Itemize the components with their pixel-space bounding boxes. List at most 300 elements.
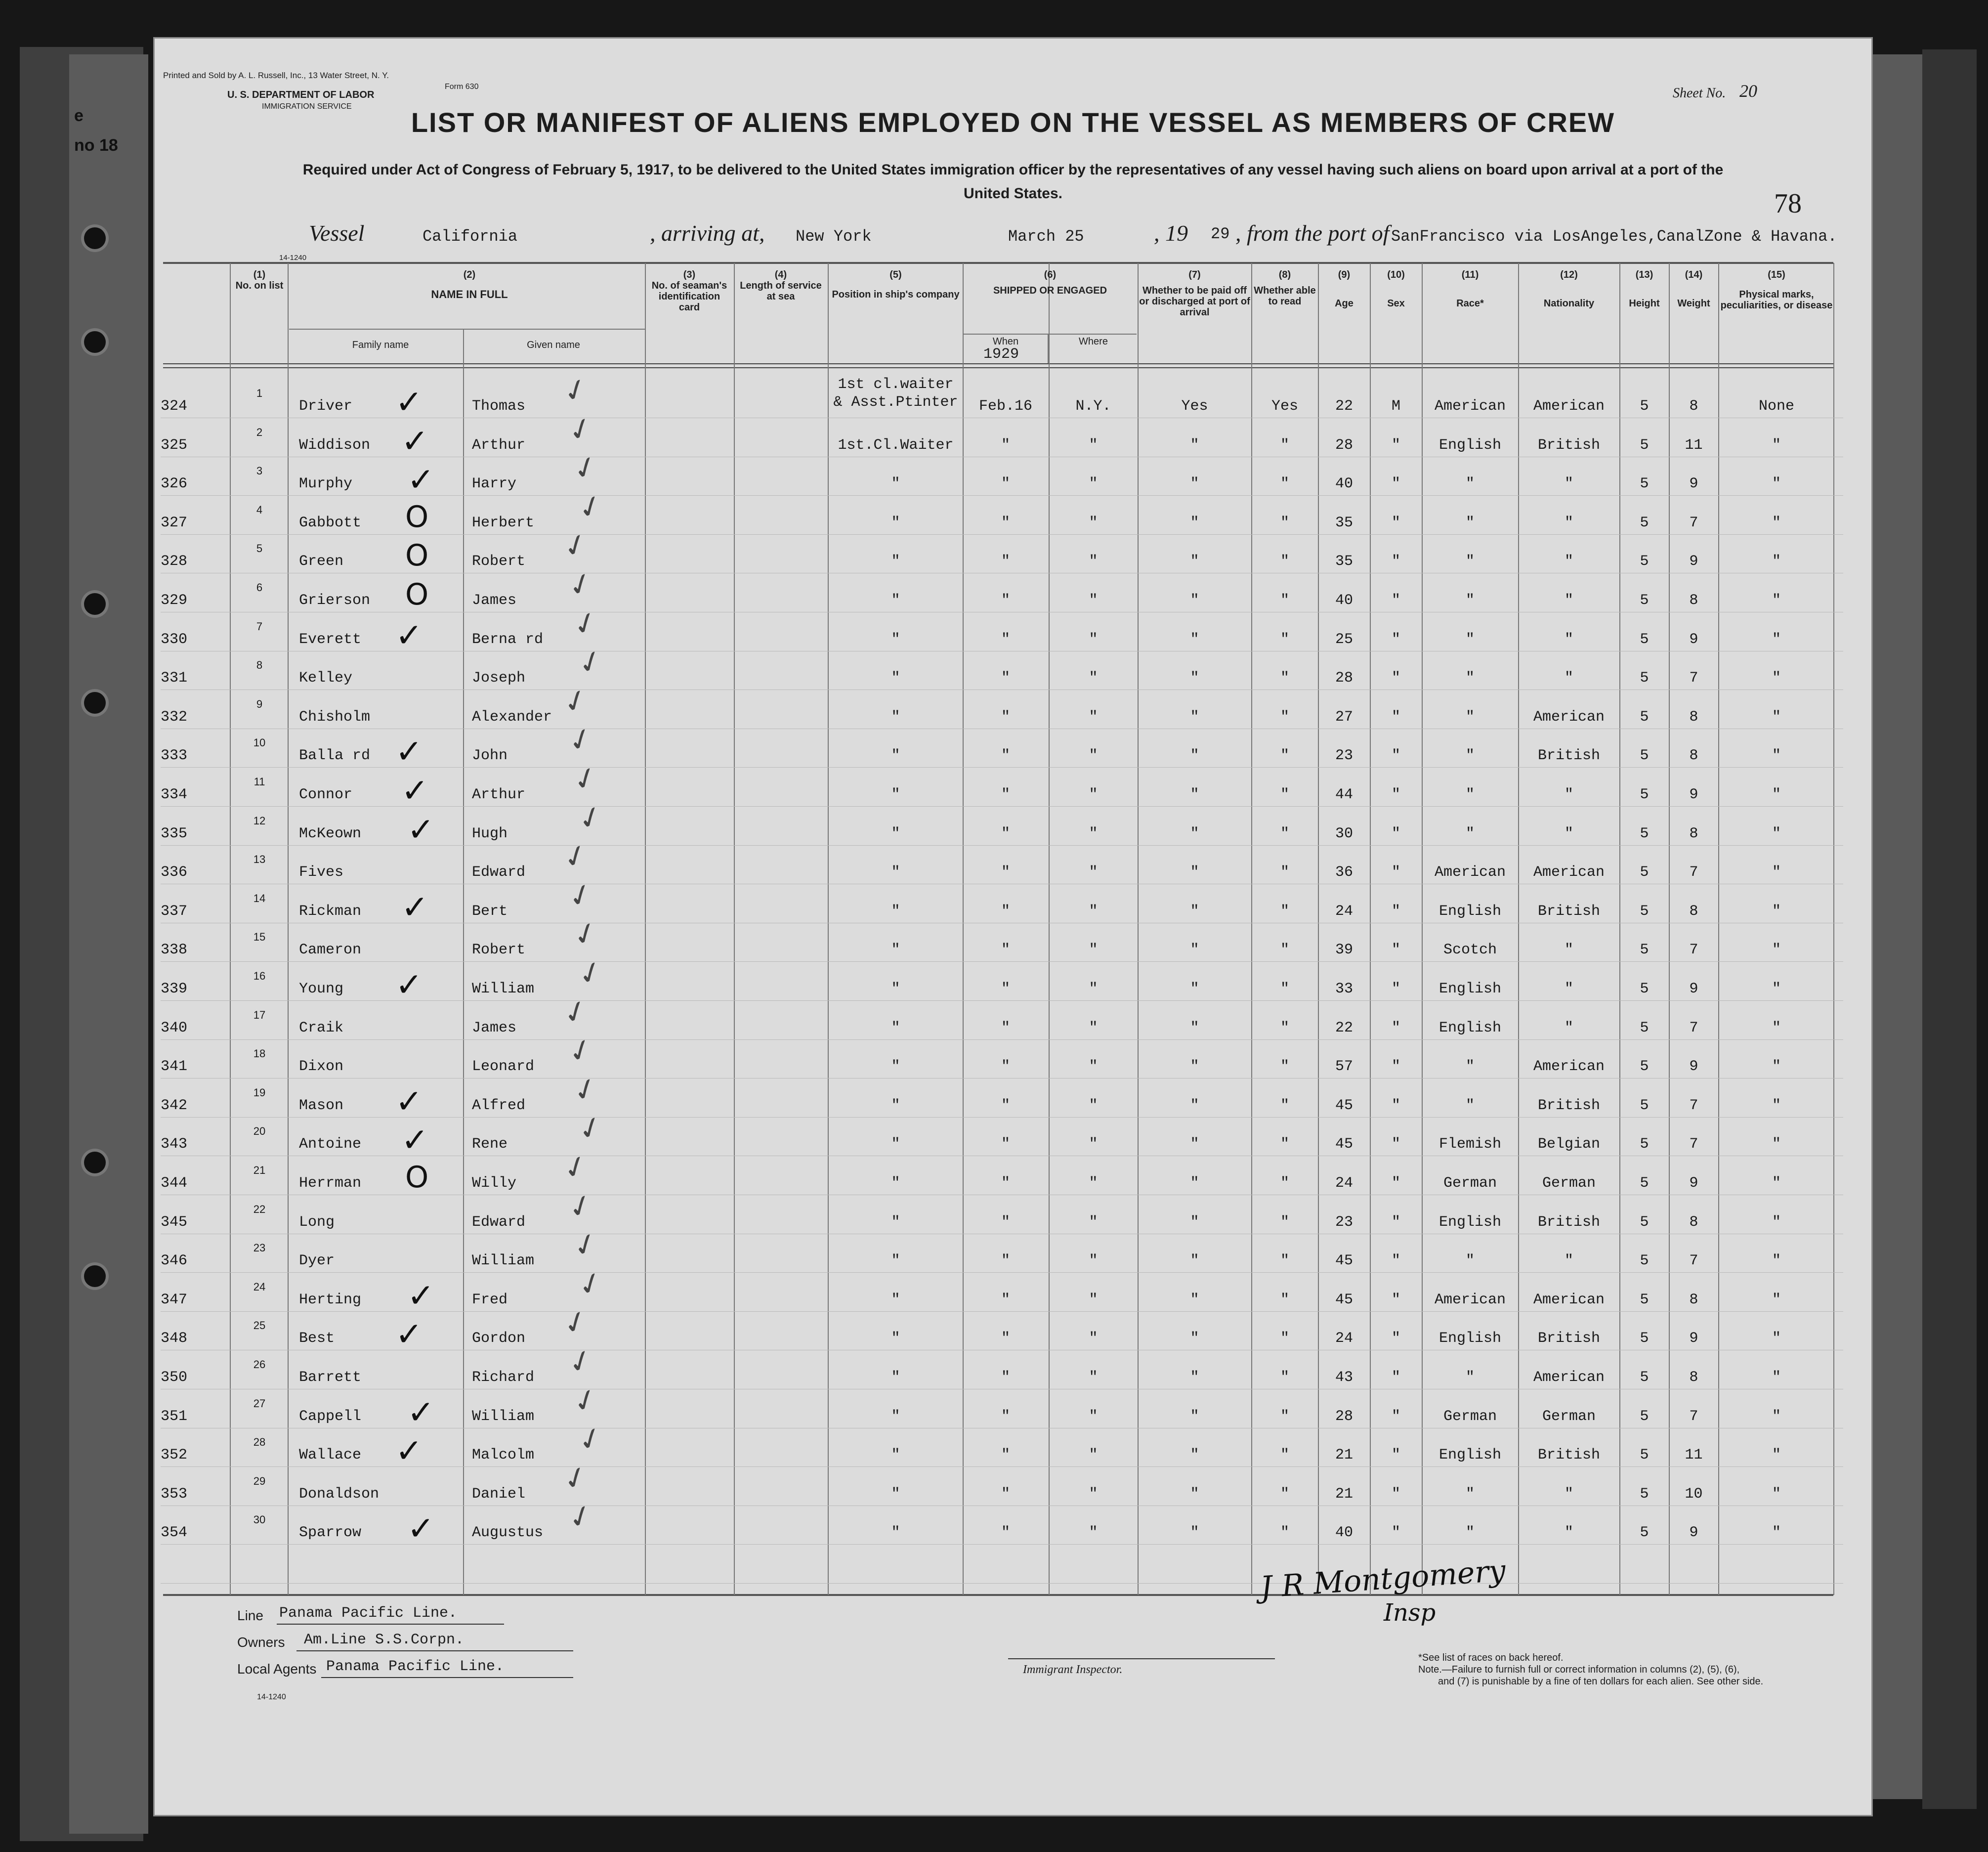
cell-height: 5 — [1640, 1252, 1649, 1269]
cell-paid: " — [1190, 1486, 1199, 1503]
cell-age: 28 — [1335, 437, 1353, 454]
cell-height: 5 — [1640, 592, 1649, 609]
cell-ref: 350 — [161, 1369, 188, 1386]
cell-where: " — [1089, 1524, 1098, 1541]
header-physical-marks: Physical marks, peculiarities, or disease — [1720, 289, 1833, 311]
cell-paid: " — [1190, 553, 1199, 570]
cell-weight: 8 — [1689, 398, 1698, 415]
cell-no: 10 — [253, 736, 266, 749]
cell-nat: British — [1537, 1097, 1601, 1114]
cell-height: 5 — [1640, 1175, 1649, 1192]
given-name-check-icon: ✓ — [563, 1341, 598, 1382]
check-mark-icon: ✓ — [395, 1082, 423, 1120]
column-rule — [230, 263, 231, 1595]
cell-height: 5 — [1640, 942, 1649, 958]
cell-race: English — [1438, 1330, 1502, 1347]
cell-sex: " — [1391, 553, 1400, 570]
cell-ref: 324 — [161, 398, 188, 415]
footer-note: and (7) is punishable by a fine of ten dollars for each alien. See other side. — [1438, 1676, 1764, 1687]
cell-position: " — [891, 903, 900, 920]
cell-marks: " — [1772, 1524, 1781, 1541]
cell-nat: " — [1564, 631, 1573, 648]
cell-age: 39 — [1335, 942, 1353, 958]
cell-age: 45 — [1335, 1136, 1353, 1153]
cell-marks: " — [1772, 592, 1781, 609]
cell-race: English — [1438, 437, 1502, 454]
column-rule — [1518, 263, 1519, 1595]
cell-no: 22 — [253, 1203, 266, 1215]
cell-family: Sparrow — [299, 1524, 362, 1541]
circle-mark-icon: O — [405, 500, 429, 534]
cell-when: " — [1001, 981, 1010, 997]
cell-ref: 341 — [161, 1058, 188, 1075]
printer-line: Printed and Sold by A. L. Russell, Inc., 13 Water Street, N. Y. — [163, 71, 389, 80]
cell-nat: " — [1564, 553, 1573, 570]
page-subtitle: Required under Act of Congress of February 5, 1917, to be delivered to the United States immigration officer by the representatives of any vessel having such aliens on board upon arrival at a port of the United States. — [302, 162, 1724, 202]
header-seaman-card: No. of seaman's identification card — [651, 280, 727, 313]
cell-paid: " — [1190, 1214, 1199, 1231]
cell-ref: 344 — [161, 1175, 188, 1192]
cell-height: 5 — [1640, 1058, 1649, 1075]
ruled-line — [161, 1272, 1843, 1273]
cell-sex: " — [1391, 903, 1400, 920]
cell-height: 5 — [1640, 709, 1649, 726]
cell-sex: " — [1391, 1020, 1400, 1036]
cell-ref: 335 — [161, 825, 188, 842]
cell-age: 45 — [1335, 1097, 1353, 1114]
cell-position: " — [891, 864, 900, 881]
cell-height: 5 — [1640, 1447, 1649, 1464]
cell-when: " — [1001, 1524, 1010, 1541]
cell-read: " — [1280, 1252, 1289, 1269]
given-name-check-icon: ✓ — [568, 1380, 603, 1421]
department-name: U. S. DEPARTMENT OF LABOR — [227, 89, 375, 100]
cell-no: 1 — [256, 387, 263, 399]
cell-sex: " — [1391, 1058, 1400, 1075]
cell-height: 5 — [1640, 1486, 1649, 1503]
cell-paid: Yes — [1181, 398, 1208, 415]
vessel-label: Vessel — [309, 220, 365, 246]
cell-ref: 352 — [161, 1447, 188, 1464]
cell-position: " — [891, 475, 900, 492]
cell-marks: " — [1772, 825, 1781, 842]
given-name-check-icon: ✓ — [573, 952, 608, 994]
given-name-check-icon: ✓ — [568, 1069, 603, 1111]
cell-position: " — [891, 592, 900, 609]
ruled-line — [161, 1039, 1843, 1040]
cell-sex: " — [1391, 981, 1400, 997]
header-given-name: Given name — [527, 340, 580, 350]
cell-sex: " — [1391, 1524, 1400, 1541]
cell-marks: " — [1772, 786, 1781, 803]
cell-marks: " — [1772, 942, 1781, 958]
column-number: (14) — [1685, 269, 1703, 280]
cell-when: " — [1001, 553, 1010, 570]
cell-family: Kelley — [299, 670, 353, 687]
cell-age: 24 — [1335, 903, 1353, 920]
cell-race: " — [1465, 592, 1475, 609]
cell-height: 5 — [1640, 864, 1649, 881]
given-name-check-icon: ✓ — [573, 1108, 608, 1149]
cell-nat: British — [1537, 903, 1601, 920]
cell-weight: 11 — [1685, 1447, 1703, 1464]
cell-age: 35 — [1335, 553, 1353, 570]
header-able-to-read: Whether able to read — [1254, 285, 1316, 307]
cell-sex: " — [1391, 1097, 1400, 1114]
cell-where: " — [1089, 1214, 1098, 1231]
column-number: (15) — [1768, 269, 1785, 280]
cell-weight: 8 — [1689, 1214, 1698, 1231]
given-name-check-icon: ✓ — [558, 1147, 593, 1188]
cell-nat: British — [1537, 1447, 1601, 1464]
cell-given: Joseph — [472, 670, 526, 687]
cell-race: American — [1434, 398, 1506, 415]
cell-sex: " — [1391, 942, 1400, 958]
cell-nat: American — [1533, 864, 1605, 881]
cell-when: " — [1001, 1369, 1010, 1386]
cell-height: 5 — [1640, 747, 1649, 764]
cell-age: 28 — [1335, 670, 1353, 687]
arriving-label: , arriving at, — [650, 220, 765, 246]
column-number: (11) — [1461, 269, 1479, 280]
cell-weight: 9 — [1689, 631, 1698, 648]
cell-sex: " — [1391, 631, 1400, 648]
cell-weight: 8 — [1689, 1292, 1698, 1308]
cell-race: " — [1465, 553, 1475, 570]
cell-weight: 7 — [1689, 864, 1698, 881]
cell-nat: German — [1542, 1175, 1596, 1192]
cell-family: Chisholm — [299, 709, 371, 726]
cell-height: 5 — [1640, 398, 1649, 415]
cell-height: 5 — [1640, 981, 1649, 997]
cell-no: 6 — [256, 581, 263, 594]
cell-no: 30 — [253, 1513, 266, 1526]
cell-height: 5 — [1640, 1408, 1649, 1425]
cell-marks: " — [1772, 670, 1781, 687]
cell-sex: " — [1391, 1486, 1400, 1503]
cell-paid: " — [1190, 903, 1199, 920]
given-name-check-icon: ✓ — [558, 525, 593, 566]
cell-position: " — [891, 515, 900, 531]
owners-label: Owners — [237, 1635, 285, 1650]
cell-when: " — [1001, 747, 1010, 764]
column-number: (12) — [1560, 269, 1578, 280]
cell-read: " — [1280, 1097, 1289, 1114]
line-label: Line — [237, 1608, 263, 1623]
line-value: Panama Pacific Line. — [279, 1605, 458, 1622]
cell-given: James — [472, 592, 517, 609]
cell-read: " — [1280, 553, 1289, 570]
cell-marks: " — [1772, 1252, 1781, 1269]
cell-marks: " — [1772, 709, 1781, 726]
given-name-check-icon: ✓ — [563, 875, 598, 916]
cell-position: " — [891, 553, 900, 570]
page-edge-left-inner — [69, 54, 148, 1834]
cell-no: 24 — [253, 1281, 266, 1293]
cell-when: " — [1001, 786, 1010, 803]
cell-ref: 328 — [161, 553, 188, 570]
cell-family: Craik — [299, 1020, 344, 1036]
cell-no: 2 — [256, 426, 263, 438]
given-name-check-icon: ✓ — [558, 991, 593, 1033]
cell-nat: British — [1537, 747, 1601, 764]
cell-when: " — [1001, 592, 1010, 609]
cell-marks: " — [1772, 1020, 1781, 1036]
check-mark-icon: ✓ — [401, 772, 429, 810]
page-edge-right-outer — [1922, 49, 1977, 1809]
cell-ref: 330 — [161, 631, 188, 648]
cell-age: 30 — [1335, 825, 1353, 842]
cell-weight: 7 — [1689, 942, 1698, 958]
cell-race: English — [1438, 981, 1502, 997]
cell-sex: " — [1391, 1175, 1400, 1192]
cell-where: " — [1089, 1330, 1098, 1347]
cell-age: 22 — [1335, 398, 1353, 415]
cell-race: " — [1465, 631, 1475, 648]
cell-read: " — [1280, 903, 1289, 920]
cell-marks: " — [1772, 747, 1781, 764]
cell-height: 5 — [1640, 553, 1649, 570]
column-number: (5) — [889, 269, 902, 280]
cell-when: " — [1001, 1175, 1010, 1192]
column-number: (6) — [1044, 269, 1057, 280]
cell-read: " — [1280, 1330, 1289, 1347]
check-mark-icon: ✓ — [401, 888, 429, 926]
cell-height: 5 — [1640, 437, 1649, 454]
column-number: (1) — [253, 269, 266, 280]
cell-marks: " — [1772, 903, 1781, 920]
cell-paid: " — [1190, 437, 1199, 454]
cell-age: 23 — [1335, 1214, 1353, 1231]
cell-when: " — [1001, 1136, 1010, 1153]
cell-paid: " — [1190, 709, 1199, 726]
column-rule — [463, 330, 464, 1595]
cell-age: 28 — [1335, 1408, 1353, 1425]
column-rule — [1718, 263, 1719, 1595]
cell-race: American — [1434, 1292, 1506, 1308]
cell-read: " — [1280, 475, 1289, 492]
cell-weight: 9 — [1689, 1524, 1698, 1541]
cell-nat: " — [1564, 942, 1573, 958]
cell-ref: 354 — [161, 1524, 188, 1541]
ruled-line — [161, 1583, 1843, 1584]
cell-where: " — [1089, 1136, 1098, 1153]
given-name-check-icon: ✓ — [573, 1263, 608, 1305]
cell-ref: 332 — [161, 709, 188, 726]
cell-family: Grierson — [299, 592, 371, 609]
cell-race: English — [1438, 903, 1502, 920]
cell-age: 45 — [1335, 1252, 1353, 1269]
inspector-line — [1008, 1658, 1275, 1659]
cell-nat: " — [1564, 1252, 1573, 1269]
cell-given: Robert — [472, 942, 526, 958]
owners-underline — [296, 1650, 573, 1651]
cell-when: " — [1001, 1447, 1010, 1464]
cell-race: " — [1465, 515, 1475, 531]
arriving-port: New York — [796, 227, 872, 246]
cell-no: 16 — [253, 970, 266, 982]
cell-weight: 8 — [1689, 709, 1698, 726]
given-name-check-icon: ✓ — [563, 564, 598, 605]
cell-sex: " — [1391, 1292, 1400, 1308]
cell-age: 43 — [1335, 1369, 1353, 1386]
cell-ref: 342 — [161, 1097, 188, 1114]
given-name-check-icon: ✓ — [563, 409, 598, 450]
column-number: (7) — [1188, 269, 1201, 280]
footer-note: Note.—Failure to furnish full or correct information in columns (2), (5), (6), — [1418, 1664, 1740, 1675]
given-name-check-icon: ✓ — [558, 1302, 593, 1343]
cell-weight: 8 — [1689, 903, 1698, 920]
cell-paid: " — [1190, 1292, 1199, 1308]
cell-paid: " — [1190, 515, 1199, 531]
cell-paid: " — [1190, 1097, 1199, 1114]
cell-read: " — [1280, 747, 1289, 764]
given-name-check-icon: ✓ — [573, 642, 608, 683]
from-label: , from the port of — [1235, 220, 1390, 246]
cell-weight: 8 — [1689, 747, 1698, 764]
cell-family: Widdison — [299, 437, 371, 454]
cell-read: " — [1280, 1020, 1289, 1036]
binder-hole — [84, 1265, 106, 1287]
cell-sex: " — [1391, 864, 1400, 881]
service-name: IMMIGRATION SERVICE — [262, 102, 352, 111]
cell-where: " — [1089, 1408, 1098, 1425]
cell-age: 40 — [1335, 1524, 1353, 1541]
edge-label: e — [74, 106, 84, 125]
footer-form-code: 14-1240 — [257, 1693, 286, 1701]
column-rule — [828, 263, 829, 1595]
cell-marks: " — [1772, 1292, 1781, 1308]
cell-position: " — [891, 1447, 900, 1464]
cell-family: Connor — [299, 786, 353, 803]
cell-given: Robert — [472, 553, 526, 570]
cell-marks: " — [1772, 1214, 1781, 1231]
cell-read: " — [1280, 942, 1289, 958]
cell-read: " — [1280, 1486, 1289, 1503]
cell-when: " — [1001, 1252, 1010, 1269]
cell-given: Leonard — [472, 1058, 535, 1075]
page-number: 78 — [1774, 188, 1802, 219]
column-number: (4) — [774, 269, 787, 280]
cell-position: " — [891, 1486, 900, 1503]
cell-race: Flemish — [1438, 1136, 1502, 1153]
cell-weight: 9 — [1689, 786, 1698, 803]
cell-sex: " — [1391, 1136, 1400, 1153]
cell-ref: 348 — [161, 1330, 188, 1347]
cell-race: " — [1465, 786, 1475, 803]
cell-paid: " — [1190, 1447, 1199, 1464]
given-name-check-icon: ✓ — [573, 797, 608, 839]
cell-race: " — [1465, 1058, 1475, 1075]
cell-ref: 346 — [161, 1252, 188, 1269]
cell-where: " — [1089, 864, 1098, 881]
cell-race: Scotch — [1443, 942, 1497, 958]
cell-race: English — [1438, 1214, 1502, 1231]
cell-weight: 9 — [1689, 1058, 1698, 1075]
cell-family: Balla rd — [299, 747, 371, 764]
column-rule — [1049, 263, 1050, 1595]
from-port: SanFrancisco via LosAngeles,CanalZone & Havana. — [1391, 227, 1837, 246]
cell-family: Cameron — [299, 942, 362, 958]
cell-paid: " — [1190, 592, 1199, 609]
cell-when: " — [1001, 475, 1010, 492]
cell-sex: " — [1391, 1214, 1400, 1231]
cell-family: Murphy — [299, 475, 353, 492]
header-no-on-list: No. on list — [235, 280, 284, 291]
cell-no: 3 — [256, 465, 263, 477]
cell-where: " — [1089, 981, 1098, 997]
cell-sex: " — [1391, 592, 1400, 609]
cell-when: " — [1001, 1214, 1010, 1231]
cell-nat: " — [1564, 515, 1573, 531]
given-name-check-icon: ✓ — [558, 681, 593, 722]
cell-position: " — [891, 670, 900, 687]
cell-paid: " — [1190, 1058, 1199, 1075]
cell-given: William — [472, 981, 535, 997]
header-height: Height — [1629, 298, 1660, 309]
cell-when: " — [1001, 437, 1010, 454]
owners-value: Am.Line S.S.Corpn. — [304, 1632, 465, 1648]
cell-when: " — [1001, 1408, 1010, 1425]
cell-given: Hugh — [472, 825, 508, 842]
cell-position: " — [891, 1020, 900, 1036]
cell-age: 40 — [1335, 592, 1353, 609]
cell-given: Malcolm — [472, 1447, 535, 1464]
cell-nat: British — [1537, 1330, 1601, 1347]
cell-where: " — [1089, 1175, 1098, 1192]
cell-ref: 333 — [161, 747, 188, 764]
cell-read: " — [1280, 786, 1289, 803]
year-suffix: 29 — [1211, 225, 1230, 243]
cell-age: 57 — [1335, 1058, 1353, 1075]
cell-where: " — [1089, 747, 1098, 764]
cell-read: " — [1280, 670, 1289, 687]
cell-where: " — [1089, 670, 1098, 687]
cell-ref: 351 — [161, 1408, 188, 1425]
cell-paid: " — [1190, 631, 1199, 648]
cell-age: 44 — [1335, 786, 1353, 803]
cell-when: " — [1001, 631, 1010, 648]
column-rule — [1422, 263, 1423, 1595]
cell-sex: " — [1391, 709, 1400, 726]
cell-paid: " — [1190, 1020, 1199, 1036]
table-header-rule — [163, 363, 1833, 364]
cell-position: " — [891, 981, 900, 997]
check-mark-icon: ✓ — [395, 1432, 423, 1470]
sheet-label: Sheet No. — [1673, 86, 1726, 101]
cell-nat: Belgian — [1537, 1136, 1601, 1153]
cell-weight: 7 — [1689, 1252, 1698, 1269]
cell-nat: American — [1533, 1058, 1605, 1075]
cell-paid: " — [1190, 981, 1199, 997]
cell-position: " — [891, 747, 900, 764]
cell-where: " — [1089, 903, 1098, 920]
column-number: (9) — [1338, 269, 1351, 280]
cell-given: Augustus — [472, 1524, 544, 1541]
cell-given: Thomas — [472, 398, 526, 415]
cell-family: Fives — [299, 864, 344, 881]
cell-race: German — [1443, 1175, 1497, 1192]
cell-read: " — [1280, 981, 1289, 997]
agents-value: Panama Pacific Line. — [326, 1658, 505, 1675]
cell-marks: " — [1772, 631, 1781, 648]
cell-paid: " — [1190, 1369, 1199, 1386]
cell-marks: " — [1772, 981, 1781, 997]
cell-marks: " — [1772, 1058, 1781, 1075]
cell-given: Arthur — [472, 786, 526, 803]
cell-where: " — [1089, 592, 1098, 609]
given-name-check-icon: ✓ — [568, 1224, 603, 1266]
